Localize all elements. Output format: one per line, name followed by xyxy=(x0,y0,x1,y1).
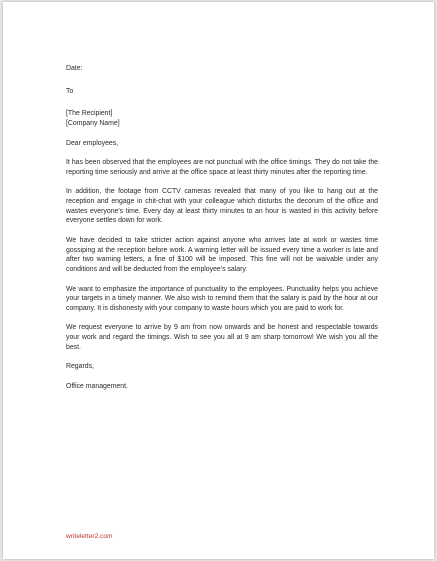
letter-page xyxy=(3,2,434,559)
date-label: Date: xyxy=(66,65,83,72)
footer-site-link[interactable]: writeletter2.com xyxy=(66,533,113,540)
recipient-name: [The Recipient] xyxy=(66,110,113,118)
paragraph-4: We want to emphasize the importance of punctuality to the employees. Punctuality helps you achieve your targets in a timely manner. We also wish to remind them that the salary is paid by the hour at our company. It is dishonesty with your company to waste hours which you are paid to work for. xyxy=(66,285,378,312)
to-label: To xyxy=(66,87,74,95)
letter-body xyxy=(66,64,378,392)
paragraph-3: We have decided to take stricter action against anyone who arrives late at work or wastes time gossiping at the reception before work. A warning letter will be issued every time a worker is late and after two warning letters, a fine of $100 will be imposed. This fine will not be waivable under any conditions and will be deducted from the employee's salary. xyxy=(66,236,378,274)
paragraph-5: We request everyone to arrive by 9 am from now onwards and be honest and respectable towards your work and regard the timings. Wish to see you all at 9 am sharp tomorrow! We wish you all the best. xyxy=(66,324,378,351)
signature: Office management. xyxy=(66,382,128,390)
paragraph-1: It has been observed that the employees are not punctual with the office timings. They do not take the reporting time seriously and arrive at the office space at least thirty minutes after the reporting time. xyxy=(66,159,378,176)
company-name: [Company Name] xyxy=(66,120,120,128)
salutation: Dear employees, xyxy=(66,139,119,147)
paragraph-2: In addition, the footage from CCTV cameras revealed that many of you like to hang out at the reception and engage in chit-chat with your colleague which disturbs the decorum of the office and wastes everyone's time. Every day at least thirty minutes to an hour is wasted in this activity before everyone settles down for work. xyxy=(66,188,378,225)
closing: Regards, xyxy=(66,363,94,371)
